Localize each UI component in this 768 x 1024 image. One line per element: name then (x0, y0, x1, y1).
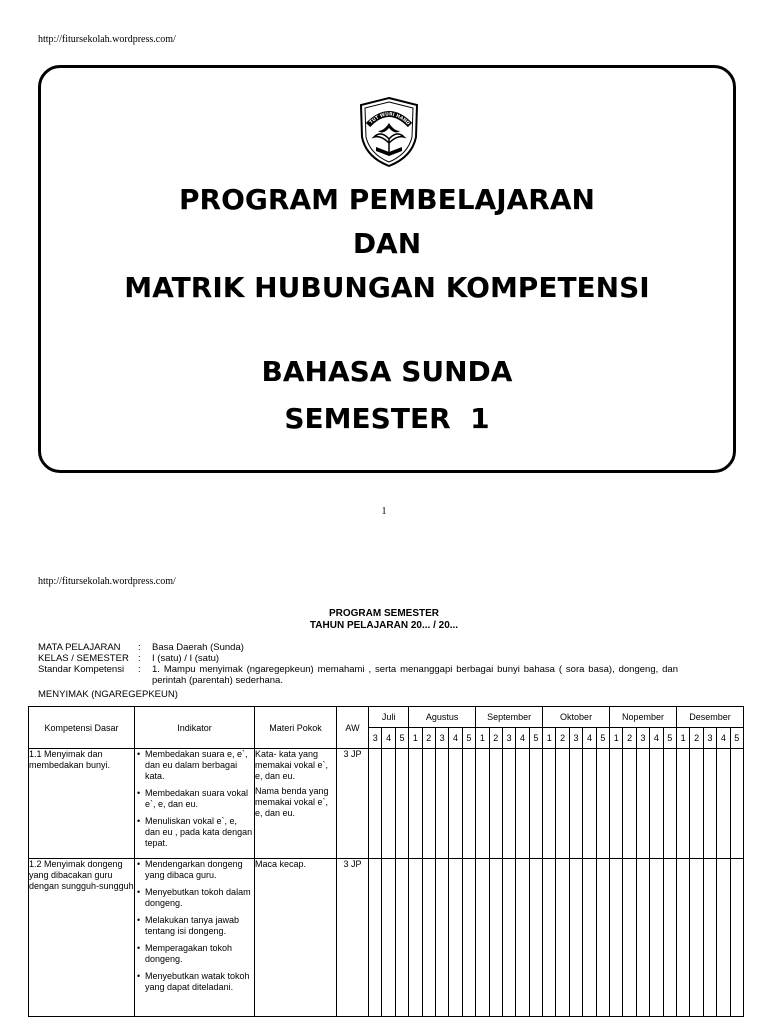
title-line-1: PROGRAM PEMBELAJARAN (179, 183, 595, 216)
schedule-cell (462, 749, 475, 859)
schedule-cell (476, 749, 489, 859)
schedule-cell (730, 859, 743, 1017)
page-number: 1 (381, 506, 387, 517)
materi-cell (255, 749, 337, 859)
week-header: 3 (502, 728, 515, 749)
week-header: 1 (409, 728, 422, 749)
schedule-cell (596, 749, 609, 859)
week-header: 3 (703, 728, 716, 749)
info-value: I (satu) / I (satu) (152, 653, 220, 664)
materi-item: Nama benda yang memakai vokal e`, e, dan eu. (255, 786, 329, 818)
info-row-class (38, 653, 678, 664)
schedule-cell (730, 749, 743, 859)
title-line-3: MATRIK HUBUNGAN KOMPETENSI (124, 271, 650, 304)
info-value: 1. Mampu menyimak (ngaregepkeun) memahami , serta menanggapi berbagai bunyi bahasa ( sora basa), dongeng, dan perintah (parentah) sederhana. (152, 664, 678, 686)
week-header: 3 (569, 728, 582, 749)
schedule-cell (409, 859, 422, 1017)
week-header: 4 (583, 728, 596, 749)
schedule-cell (610, 859, 623, 1017)
schedule-cell (596, 859, 609, 1017)
schedule-cell (569, 859, 582, 1017)
indikator-item: • Melakukan tanya jawab tentang isi dongeng. (145, 915, 254, 937)
schedule-cell (382, 859, 395, 1017)
aw-cell: 3 JP (337, 749, 369, 859)
week-header: 2 (623, 728, 636, 749)
info-colon: : (138, 664, 141, 675)
indikator-item: • Memperagakan tokoh dongeng. (145, 943, 254, 965)
info-key: KELAS / SEMESTER (38, 653, 129, 664)
week-header: 4 (717, 728, 730, 749)
indikator-cell (135, 749, 255, 859)
week-header: 5 (596, 728, 609, 749)
week-header: 2 (422, 728, 435, 749)
week-header: 4 (382, 728, 395, 749)
schedule-cell (382, 749, 395, 859)
table-row (29, 859, 744, 1017)
header-materi: Materi Pokok (255, 707, 337, 749)
header-url-2[interactable]: http://fitursekolah.wordpress.com/ (38, 576, 176, 587)
week-header: 5 (462, 728, 475, 749)
kd-cell: 1.2 Menyimak dongeng yang dibacakan guru dengan sungguh-sungguh (29, 859, 135, 1017)
month-header: September (476, 707, 543, 728)
schedule-cell (449, 749, 462, 859)
week-header: 4 (516, 728, 529, 749)
schedule-cell (690, 749, 703, 859)
header-kompetensi: Kompetensi Dasar (29, 707, 135, 749)
schedule-cell (676, 859, 689, 1017)
schedule-cell (422, 859, 435, 1017)
schedule-cell (703, 859, 716, 1017)
schedule-cell (449, 859, 462, 1017)
schedule-cell (529, 859, 542, 1017)
week-header: 1 (476, 728, 489, 749)
materi-item: Maca kecap. (255, 859, 307, 869)
indikator-item: • Menuliskan vokal e`, e, dan eu , pada kata dengan tepat. (145, 816, 254, 849)
header-aw: AW (337, 707, 369, 749)
week-header: 5 (663, 728, 676, 749)
schedule-cell (556, 749, 569, 859)
schedule-cell (583, 749, 596, 859)
materi-item: Kata- kata yang memakai vokal e`, e, dan eu. (255, 749, 329, 781)
schedule-cell (395, 859, 408, 1017)
month-header: Nopember (610, 707, 677, 728)
schedule-cell (583, 859, 596, 1017)
aw-cell: 3 JP (337, 859, 369, 1017)
table-row (29, 749, 744, 859)
schedule-cell (703, 749, 716, 859)
week-header: 1 (543, 728, 556, 749)
month-header: Desember (676, 707, 743, 728)
indikator-item: • Membedakan suara e, e`, dan eu dalam berbagai kata. (145, 749, 254, 782)
materi-cell (255, 859, 337, 1017)
header-url[interactable]: http://fitursekolah.wordpress.com/ (38, 34, 176, 45)
schedule-cell (422, 749, 435, 859)
schedule-cell (623, 859, 636, 1017)
schedule-cell (636, 749, 649, 859)
schedule-cell (489, 859, 502, 1017)
schedule-cell (556, 859, 569, 1017)
month-header: Juli (369, 707, 409, 728)
schedule-cell (663, 859, 676, 1017)
indikator-item: • Membedakan suara vokal e`, e, dan eu. (145, 788, 254, 810)
schedule-cell (476, 859, 489, 1017)
indikator-cell (135, 859, 255, 1017)
schedule-cell (516, 859, 529, 1017)
info-row-standard (38, 664, 678, 686)
schedule-cell (543, 859, 556, 1017)
info-block (38, 642, 678, 686)
title-line-2: DAN (352, 227, 422, 260)
schedule-cell (369, 749, 382, 859)
schedule-cell (663, 749, 676, 859)
schedule-cell (489, 749, 502, 859)
schedule-cell (636, 859, 649, 1017)
schedule-cell (543, 749, 556, 859)
info-value: Basa Daerah (Sunda) (152, 642, 244, 653)
section-title: MENYIMAK (NGAREGEPKEUN) (38, 689, 178, 700)
schedule-cell (395, 749, 408, 859)
info-colon: : (138, 653, 141, 664)
schedule-cell (676, 749, 689, 859)
indikator-item: • Menyebutkan tokoh dalam dongeng. (145, 887, 254, 909)
schedule-cell (502, 859, 515, 1017)
schedule-cell (435, 859, 448, 1017)
schedule-cell (690, 859, 703, 1017)
info-row-subject (38, 642, 678, 653)
schedule-cell (569, 749, 582, 859)
week-header: 5 (395, 728, 408, 749)
week-header: 2 (690, 728, 703, 749)
indikator-item: • Menyebutkan watak tokoh yang dapat diteladani. (145, 971, 254, 993)
indikator-item: • Mendengarkan dongeng yang dibaca guru. (145, 859, 254, 881)
week-header: 4 (449, 728, 462, 749)
program-table (28, 706, 744, 1017)
info-colon: : (138, 642, 141, 653)
tut-wuri-handayani-logo-icon (354, 95, 424, 169)
subject-title: BAHASA SUNDA (261, 355, 513, 388)
week-header: 2 (489, 728, 502, 749)
schedule-cell (529, 749, 542, 859)
schedule-cell (462, 859, 475, 1017)
schedule-cell (623, 749, 636, 859)
week-header: 3 (369, 728, 382, 749)
week-header: 3 (435, 728, 448, 749)
schedule-cell (502, 749, 515, 859)
schedule-cell (717, 859, 730, 1017)
cover-frame (38, 65, 736, 473)
week-header: 4 (650, 728, 663, 749)
kd-cell: 1.1 Menyimak dan membedakan bunyi. (29, 749, 135, 859)
week-header: 5 (529, 728, 542, 749)
schedule-cell (717, 749, 730, 859)
schedule-cell (650, 749, 663, 859)
week-header: 1 (676, 728, 689, 749)
semester-title: SEMESTER 1 (284, 402, 490, 435)
header-indikator: Indikator (135, 707, 255, 749)
week-header: 3 (636, 728, 649, 749)
schedule-cell (409, 749, 422, 859)
svg-text:TUT WURI HANDAYANI: TUT WURI HAND (369, 112, 411, 127)
week-header: 2 (556, 728, 569, 749)
schedule-cell (516, 749, 529, 859)
month-header: Agustus (409, 707, 476, 728)
schedule-cell (610, 749, 623, 859)
year-heading: TAHUN PELAJARAN 20... / 20... (309, 620, 459, 631)
schedule-cell (369, 859, 382, 1017)
program-heading: PROGRAM SEMESTER (328, 608, 439, 619)
month-header: Oktober (543, 707, 610, 728)
schedule-cell (650, 859, 663, 1017)
schedule-cell (435, 749, 448, 859)
info-key: MATA PELAJARAN (38, 642, 121, 653)
info-key: Standar Kompetensi (38, 664, 125, 675)
week-header: 5 (730, 728, 743, 749)
week-header: 1 (610, 728, 623, 749)
